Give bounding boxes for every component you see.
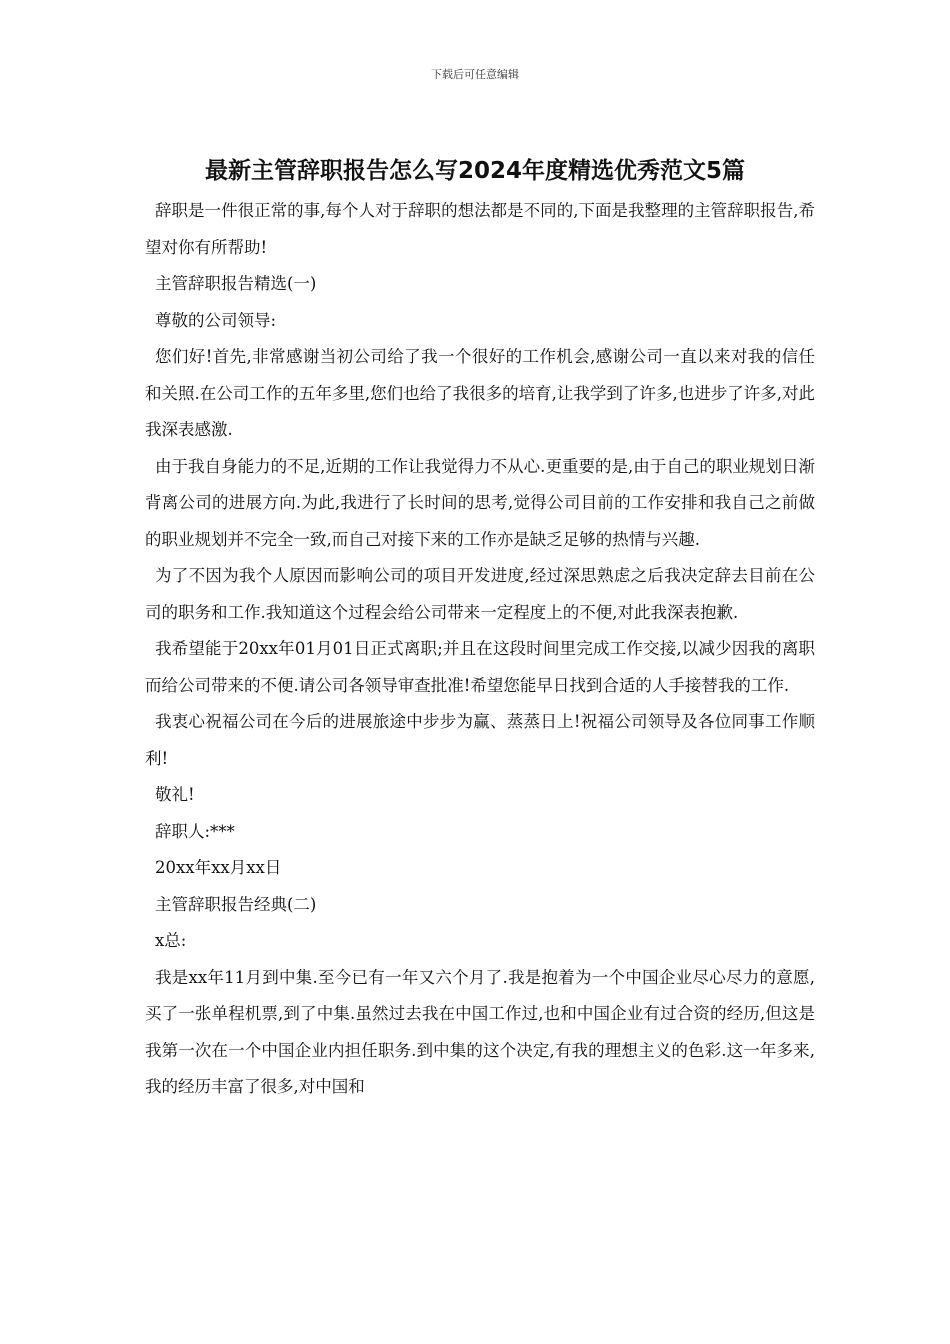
document-title: 最新主管辞职报告怎么写2024年度精选优秀范文5篇 (204, 158, 746, 184)
body-paragraph: 我衷心祝福公司在今后的进展旅途中步步为赢、蒸蒸日上!祝福公司领导及各位同事工作顺利! (145, 712, 815, 768)
body-paragraph: 我希望能于20xx年01月01日正式离职;并且在这段时间里完成工作交接,以减少因我的离职而给公司带来的不便.请公司各领导审查批准!希望您能早日找到合适的人手接替我的工作. (145, 639, 815, 695)
body-paragraph: 我是xx年11月到中集.至今已有一年又六个月了.我是抱着为一个中国企业尽心尽力的意愿,买了一张单程机票,到了中集.虽然过去我在中国工作过,也和中国企业有过合资的经历,但这是我第一次在一个中国企业内担任职务.到中集的这个决定,有我的理想主义的色彩.这一年多来,我的经历丰富了很多,对中国和 (145, 967, 815, 1096)
body-paragraph: 您们好!首先,非常感谢当初公司给了我一个很好的工作机会,感谢公司一直以来对我的信任和关照.在公司工作的五年多里,您们也给了我很多的培育,让我学到了许多,也进步了许多,对此我深表感激. (145, 347, 815, 439)
intro-paragraph: 辞职是一件很正常的事,每个人对于辞职的想法都是不同的,下面是我整理的主管辞职报告,希望对你有所帮助! (145, 201, 815, 257)
body-paragraph: 为了不因为我个人原因而影响公司的项目开发进度,经过深思熟虑之后我决定辞去目前在公司的职务和工作.我知道这个过程会给公司带来一定程度上的不便,对此我深表抱歉. (145, 566, 815, 622)
section-heading-1: 主管辞职报告精选(一) (155, 274, 317, 293)
salutation: x总: (155, 931, 187, 950)
body-paragraph: 由于我自身能力的不足,近期的工作让我觉得力不从心.更重要的是,由于自己的职业规划日渐背离公司的进展方向.为此,我进行了长时间的思考,觉得公司目前的工作安排和我自己之前做的职业规划并不完全一致,而自己对接下来的工作亦是缺乏足够的热情与兴趣. (145, 456, 815, 549)
section-heading-2: 主管辞职报告经典(二) (155, 894, 317, 914)
date-line: 20xx年xx月xx日 (155, 858, 282, 877)
salutation: 尊敬的公司领导: (155, 310, 277, 330)
page-header-note: 下载后可任意编辑 (431, 68, 519, 81)
closing-greeting: 敬礼! (155, 785, 195, 804)
signature-line: 辞职人:*** (155, 821, 235, 841)
document-body (145, 193, 815, 1106)
